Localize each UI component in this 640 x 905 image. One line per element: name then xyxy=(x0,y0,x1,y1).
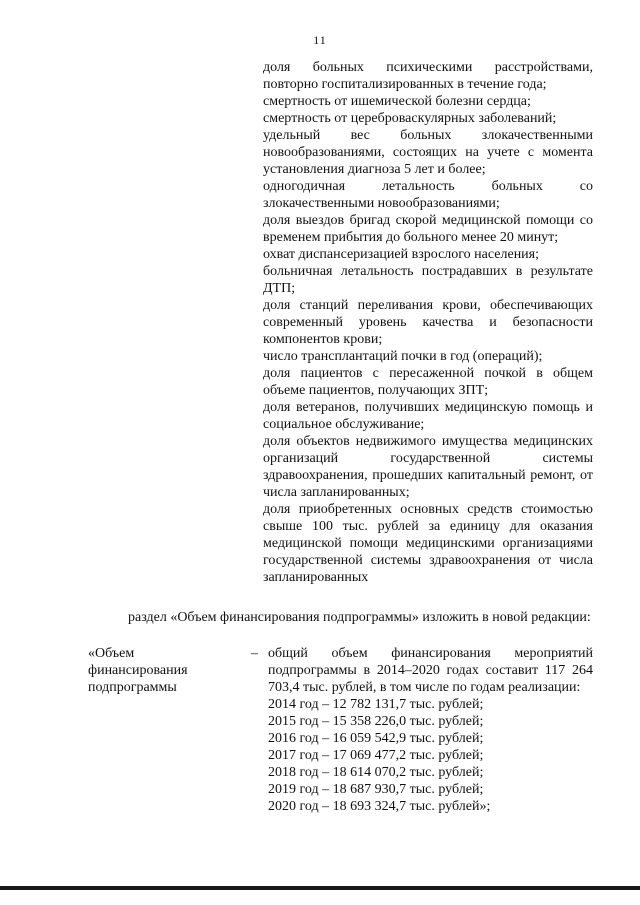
indicator-item: доля ветеранов, получивших медицинскую помощь и социальное обслуживание; xyxy=(263,400,593,432)
indicator-item: удельный вес больных злокачественными новообразованиями, состоящих на учете с момента установления диагноза 5 лет и более; xyxy=(263,128,593,177)
funding-year-line: 2017 год – 17 069 477,2 тыс. рублей; xyxy=(268,748,484,763)
indicator-list xyxy=(263,59,593,586)
indicator-item: доля приобретенных основных средств стоимостью свыше 100 тыс. рублей за единицу для оказания медицинской помощи медицинскими организациями государственной системы здравоохранения от числа запланированных xyxy=(263,502,593,585)
funding-year-line: 2016 год – 16 059 542,9 тыс. рублей; xyxy=(268,731,484,746)
indicator-item: смертность от ишемической болезни сердца; xyxy=(263,94,531,109)
indicator-item: доля пациентов с пересаженной почкой в общем объеме пациентов, получающих ЗПТ; xyxy=(263,366,593,398)
indicator-item: число трансплантаций почки в год (операций); xyxy=(263,349,543,364)
funding-label-line: «Объем xyxy=(88,646,135,661)
funding-year-line: 2015 год – 15 358 226,0 тыс. рублей; xyxy=(268,714,484,729)
indicator-item: доля объектов недвижимого имущества медицинских организаций государственной системы здравоохранения, прошедших капитальный ремонт, от числа запланированных; xyxy=(263,434,593,500)
funding-body xyxy=(268,645,593,815)
amendment-intro: раздел «Объем финансирования подпрограммы» изложить в новой редакции: xyxy=(128,610,591,625)
indicator-item: больничная летальность пострадавших в результате ДТП; xyxy=(263,264,593,296)
indicator-item: доля выездов бригад скорой медицинской помощи со временем прибытия до больного менее 20 минут; xyxy=(263,213,593,245)
indicator-item: доля станций переливания крови, обеспечивающих современный уровень качества и безопасности компонентов крови; xyxy=(263,298,593,347)
funding-year-line: 2019 год – 18 687 930,7 тыс. рублей; xyxy=(268,782,484,797)
funding-year-line: 2020 год – 18 693 324,7 тыс. рублей»; xyxy=(268,799,491,814)
indicator-item: одногодичная летальность больных со злокачественными новообразованиями; xyxy=(263,179,593,211)
funding-label-line: финансирования xyxy=(88,663,188,678)
funding-label-line: подпрограммы xyxy=(88,680,177,695)
indicator-item: охват диспансеризацией взрослого населения; xyxy=(263,247,540,262)
bottom-divider xyxy=(0,886,640,890)
page-number: 11 xyxy=(313,33,327,47)
indicator-item: доля больных психическими расстройствами, повторно госпитализированных в течение года; xyxy=(263,60,593,92)
funding-label xyxy=(88,645,238,696)
indicator-item: смертность от цереброваскулярных заболеваний; xyxy=(263,111,557,126)
funding-year-line: 2014 год – 12 782 131,7 тыс. рублей; xyxy=(268,697,484,712)
funding-year-line: 2018 год – 18 614 070,2 тыс. рублей; xyxy=(268,765,484,780)
funding-dash: – xyxy=(251,646,258,661)
funding-total-text: общий объем финансирования мероприятий подпрограммы в 2014–2020 годах составит 117 264 703,4 тыс. рублей, в том числе по годам реализации: xyxy=(268,646,593,695)
